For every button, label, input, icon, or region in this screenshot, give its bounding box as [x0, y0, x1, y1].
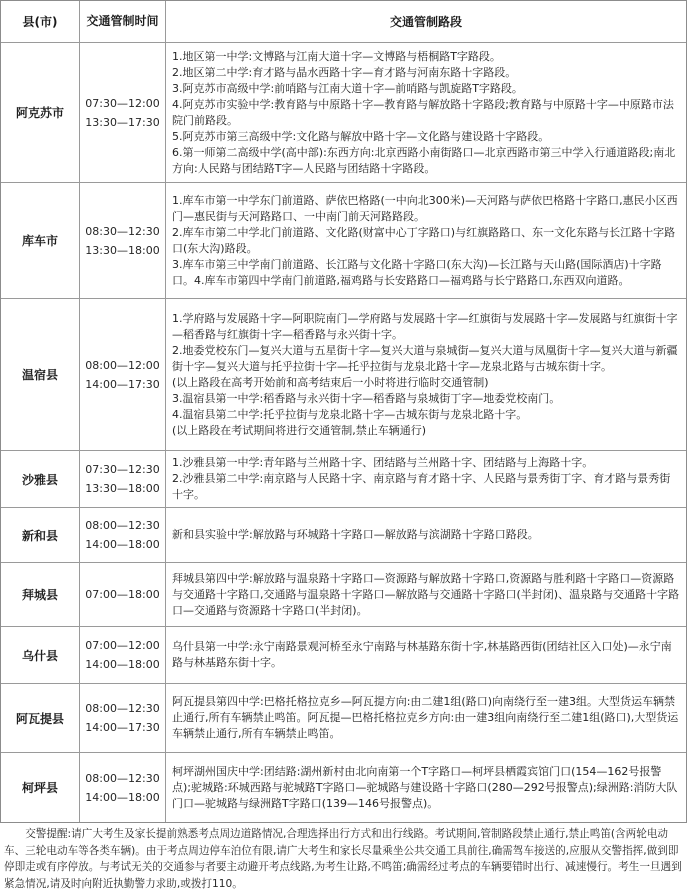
county-cell: 阿瓦提县	[1, 684, 80, 752]
time-range: 08:00—12:30	[85, 519, 160, 532]
time-cell	[80, 508, 166, 562]
time-cell	[80, 563, 166, 626]
time-range: 08:00—12:30	[85, 702, 160, 715]
time-range: 14:00—17:30	[85, 377, 160, 391]
county-cell: 库车市	[1, 183, 80, 298]
road-item: 3.阿克苏市高级中学:前哨路与江南大道十字—前哨路与凯旋路T字路段。	[172, 81, 523, 95]
road-item: 6.第一师第二高级中学(高中部):东西方向:北京西路小南街路口—北京西路市第三中学入行通道路段;南北方向:人民路与团结路T字—人民路与团结路十字路段。	[172, 145, 676, 175]
county-cell: 新和县	[1, 508, 80, 562]
time-range: 13:30—18:00	[85, 482, 160, 495]
traffic-police-reminder: 交警提醒:请广大考生及家长提前熟悉考点周边道路情况,合理选择出行方式和出行线路。考试期间,管制路段禁止通行,禁止鸣笛(含两轮电动车、三轮电动车等各类车辆)。由于考点周边停车泊位有限,请广大考生和家长尽量乘坐公共交通工具前往,确需驾车接送的,应服从交警指挥,做到即停即走或有序停放。与考试无关的交通参与者要主动避开考点线路,为考生让路,不鸣笛;确需经过考点的车辆要错时出行、减速慢行。考生一旦遇到紧急情况,请及时向附近执勤警力求助,或拨打110。	[4, 828, 682, 890]
road-item: 1.地区第一中学:文博路与江南大道十字—文博路与梧桐路T字路段。	[172, 49, 501, 63]
road-item: 2.地区第二中学:育才路与晶水西路十字—育才路与河南东路十字路段。	[172, 65, 517, 79]
header-county: 县(市)	[1, 1, 80, 42]
county-cell: 阿克苏市	[1, 43, 80, 182]
roads-cell	[166, 299, 686, 450]
time-range: 14:00—18:00	[85, 538, 160, 551]
road-note: (以上路段在高考开始前和高考结束后一小时将进行临时交通管制)	[172, 375, 489, 389]
road-item: 4.温宿县第二中学:托乎拉街与龙泉北路十字—古城东街与龙泉北路十字。	[172, 407, 528, 421]
road-item: 2.库车市第二中学北门前道路、文化路(财富中心丁字路口)与红旗路路口、东一文化东路与长江路十字路口(东大沟)路段。	[172, 225, 676, 255]
roads-cell	[166, 627, 686, 683]
time-range: 14:00—17:30	[85, 721, 160, 734]
road-item: 阿瓦提县第四中学:巴格托格拉克乡—阿瓦提方向:由二建1组(路口)向南绕行至一建3组。大型货运车辆禁止通行,所有车辆禁止鸣笛。阿瓦提—巴格托格拉克乡方向:由一建3组向南绕行至二建1组(路口),大型货运车辆禁止通行,所有车辆禁止鸣笛。	[172, 695, 679, 740]
time-range: 08:30—12:30	[85, 224, 160, 238]
table-row	[1, 753, 686, 822]
road-item: 乌什县第一中学:永宁南路景观河桥至永宁南路与林基路东街十字,林基路西街(团结社区入口处)—永宁南路与林基路东街十字。	[172, 640, 672, 669]
time-range: 07:30—12:00	[85, 96, 160, 110]
time-range: 07:00—12:00	[85, 639, 160, 652]
road-item: 1.库车市第一中学东门前道路、萨依巴格路(一中向北300米)—天河路与萨依巴格路十字路口,惠民小区西门—惠民街与天河路路口、一中南门前天河路路段。	[172, 193, 678, 223]
time-range: 13:30—18:00	[85, 243, 160, 257]
table-row	[1, 508, 686, 563]
time-cell	[80, 451, 166, 507]
road-item: 拜城县第四中学:解放路与温泉路十字路口—资源路与解放路十字路口,资源路与胜利路十字路口—资源路与交通路十字路口,交通路与温泉路十字路口—解放路与交通路十字路口(半封闭)、温泉路与交通路十字路口—交通路与资源路十字路口(半封闭)。	[172, 571, 680, 617]
roads-cell	[166, 684, 686, 752]
county-cell: 拜城县	[1, 563, 80, 626]
roads-cell	[166, 43, 686, 182]
time-range: 07:00—18:00	[85, 588, 160, 601]
county-cell: 温宿县	[1, 299, 80, 450]
time-range: 08:00—12:00	[85, 358, 160, 372]
roads-cell	[166, 508, 686, 562]
table-row	[1, 563, 686, 627]
time-cell	[80, 299, 166, 450]
time-range: 14:00—18:00	[85, 790, 160, 804]
time-range: 14:00—18:00	[85, 658, 160, 671]
road-item: 1.学府路与发展路十字—阿职院南门—学府路与发展路十字—红旗街与发展路十字—发展路与红旗街十字—稻香路与红旗街十字—稻香路与永兴街十字。	[172, 311, 678, 341]
road-note: (以上路段在考试期间将进行交通管制,禁止车辆通行)	[172, 423, 427, 437]
time-range: 07:30—12:30	[85, 463, 160, 476]
road-item: 新和县实验中学:解放路与环城路十字路口—解放路与滨湖路十字路口路段。	[172, 528, 539, 541]
roads-cell	[166, 753, 686, 822]
table-header-row	[1, 1, 686, 43]
table-row	[1, 627, 686, 684]
county-cell: 乌什县	[1, 627, 80, 683]
table-row	[1, 183, 686, 299]
road-item: 2.地委党校东门—复兴大道与五星街十字—复兴大道与泉城街—复兴大道与凤凰街十字—复兴大道与新疆街十字—复兴大道与托乎拉街十字—托乎拉街与龙泉北路十字—龙泉北路与古城东街十字。	[172, 343, 678, 373]
time-cell	[80, 183, 166, 298]
header-time: 交通管制时间	[80, 1, 166, 42]
road-item: 3.库车市第三中学南门前道路、长江路与文化路十字路口(东大沟)—长江路与天山路(国际酒店)十字路口。4.库车市第四中学南门前道路,福鸡路与长安路路口—福鸡路与长宁路路口,东西双向道路。	[172, 257, 662, 287]
time-cell	[80, 627, 166, 683]
road-item: 2.沙雅县第二中学:南京路与人民路十字、南京路与育才路十字、人民路与景秀街丁字、育才路与景秀街十字。	[172, 472, 671, 501]
table-row	[1, 684, 686, 753]
county-cell: 沙雅县	[1, 451, 80, 507]
table-row	[1, 451, 686, 508]
table-row	[1, 299, 686, 451]
roads-cell	[166, 563, 686, 626]
time-range: 08:00—12:30	[85, 771, 160, 785]
roads-cell	[166, 451, 686, 507]
table-row	[1, 43, 686, 183]
road-item: 5.阿克苏市第三高级中学:文化路与解放中路十字—文化路与建设路十字路段。	[172, 129, 550, 143]
county-cell: 柯坪县	[1, 753, 80, 822]
time-cell	[80, 43, 166, 182]
road-item: 柯坪湖州国庆中学:团结路:湖州新村由北向南第一个T字路口—柯坪县栖霞宾馆门口(154—162号报警点);驼城路:环城西路与驼城路T字路口—驼城路与建设路十字路口(280—292号报警点);绿洲路:消防大队门口—驼城路与绿洲路T字路口(139—146号报警点)。	[172, 764, 678, 810]
time-cell	[80, 753, 166, 822]
road-item: 4.阿克苏市实验中学:教育路与中原路十字—教育路与解放路十字路段;教育路与中原路十字—中原路市法院门前路段。	[172, 97, 674, 127]
time-range: 13:30—17:30	[85, 115, 160, 129]
road-item: 3.温宿县第一中学:稻香路与永兴街十字—稻香路与泉城街丁字—地委党校南门。	[172, 391, 561, 405]
header-roads: 交通管制路段	[389, 14, 462, 29]
roads-cell	[166, 183, 686, 298]
time-cell	[80, 684, 166, 752]
road-item: 1.沙雅县第一中学:青年路与兰州路十字、团结路与兰州路十字、团结路与上海路十字。	[172, 456, 594, 469]
